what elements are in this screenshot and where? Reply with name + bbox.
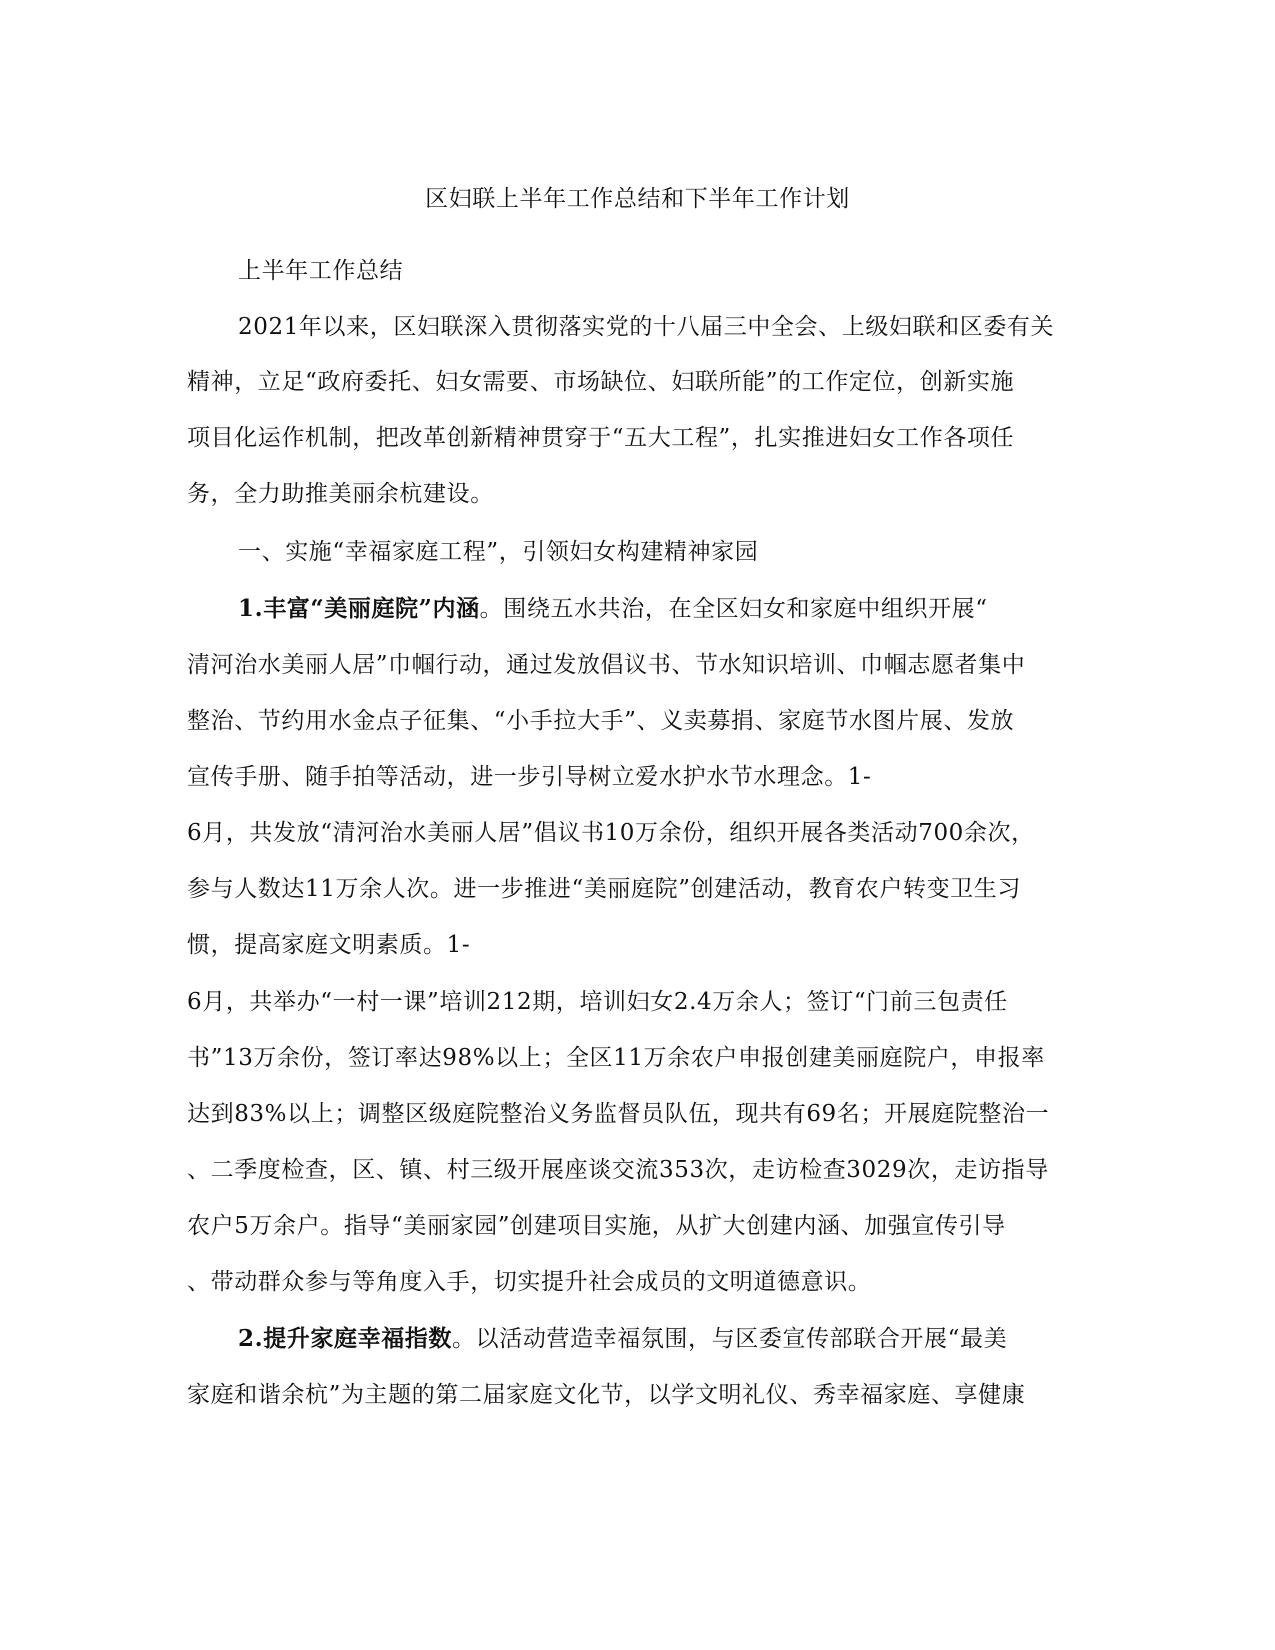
- item1-line: 整治、节约用水金点子征集、“小手拉大手”、义卖募捐、家庭节水图片展、发放: [187, 708, 1015, 734]
- item1-line: 6月，共举办“一村一课”培训212期，培训妇女2.4万余人；签订“门前三包责任: [187, 989, 1008, 1015]
- item1-line: 惯，提高家庭文明素质。1-: [187, 932, 471, 958]
- item1-first-line: [238, 594, 1138, 624]
- item1-line: 农户5万余户。指导“美丽家园”创建项目实施，从扩大创建内涵、加强宣传引导: [187, 1213, 1006, 1239]
- part1-heading: 一、实施“幸福家庭工程”，引领妇女构建精神家园: [238, 539, 759, 565]
- item2-line: 家庭和谐余杭”为主题的第二届家庭文化节，以学文明礼仪、秀幸福家庭、享健康: [187, 1382, 1026, 1408]
- item2-first-text: 。以活动营造幸福氛围，与区委宣传部联合开展“最美: [452, 1326, 1008, 1352]
- item1-line: 清河治水美丽人居”巾帼行动，通过发放倡议书、节水知识培训、巾帼志愿者集中: [187, 652, 1026, 678]
- item1-bold-heading: 1.丰富“美丽庭院”内涵: [238, 595, 480, 622]
- intro-line: 精神，立足“政府委托、妇女需要、市场缺位、妇联所能”的工作定位，创新实施: [187, 369, 1015, 395]
- item1-first-text: 。围绕五水共治，在全区妇女和家庭中组织开展“: [479, 596, 988, 622]
- item1-line: 、二季度检查，区、镇、村三级开展座谈交流353次，走访检查3029次，走访指导: [187, 1157, 1049, 1183]
- item1-line: 达到83%以上；调整区级庭院整治义务监督员队伍，现共有69名；开展庭院整治一: [187, 1101, 1050, 1127]
- intro-line: 务，全力助推美丽余杭建设。: [187, 481, 494, 507]
- item1-line: 参与人数达11万余人次。进一步推进“美丽庭院”创建活动，教育农户转变卫生习: [187, 876, 1021, 902]
- intro-line: 2021年以来，区妇联深入贯彻落实党的十八届三中全会、上级妇联和区委有关: [238, 314, 1055, 340]
- item1-line: 6月，共发放“清河治水美丽人居”倡议书10万余份，组织开展各类活动700余次，: [187, 820, 1035, 846]
- item1-line: 宣传手册、随手拍等活动，进一步引导树立爱水护水节水理念。1-: [187, 764, 872, 790]
- item1-line: 书”13万余份，签订率达98%以上；全区11万余农户申报创建美丽庭院户，申报率: [187, 1045, 1045, 1071]
- section-heading: 上半年工作总结: [238, 258, 404, 284]
- item2-bold-heading: 2.提升家庭幸福指数: [238, 1325, 453, 1352]
- intro-line: 项目化运作机制，把改革创新精神贯穿于“五大工程”，扎实推进妇女工作各项任: [187, 425, 1015, 451]
- document-title: 区妇联上半年工作总结和下半年工作计划: [425, 186, 850, 212]
- item2-first-line: [238, 1324, 1138, 1354]
- item1-line: 、带动群众参与等角度入手，切实提升社会成员的文明道德意识。: [187, 1269, 872, 1295]
